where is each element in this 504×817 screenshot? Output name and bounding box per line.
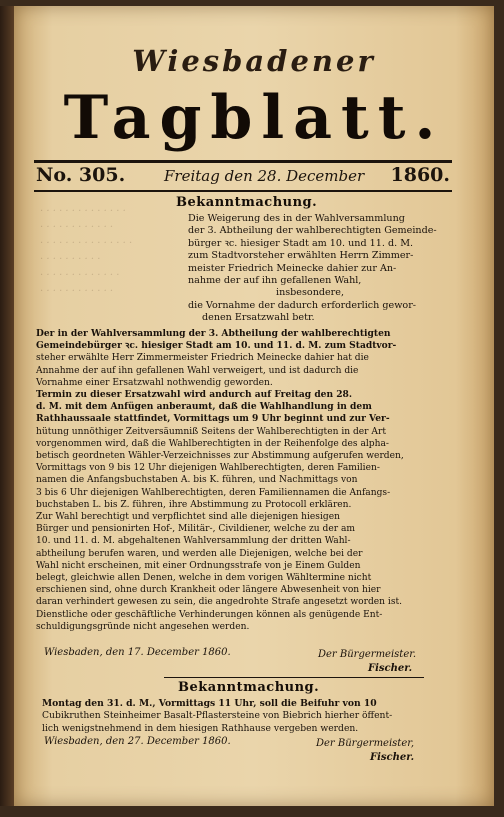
body-line: betisch geordneten Wähler-Verzeichnisses zur Abstimmung aufgerufen werden, <box>36 451 404 462</box>
intro-line: denen Ersatzwahl betr. <box>202 312 315 324</box>
issue-date: Freitag den 28. December <box>164 167 365 185</box>
body-line: Annahme der auf ihn gefallenen Wahl verweigert, und ist dadurch die <box>36 365 359 376</box>
body-line: Bürger und pensionirten Hof-, Militär-, Civildiener, welche zu der am <box>36 524 355 535</box>
issue-year: 1860. <box>390 164 450 186</box>
body-line: abtheilung berufen waren, und werden alle Diejenigen, welche bei der <box>36 548 363 559</box>
book-spine <box>0 6 14 806</box>
notice2-signature-title: Der Bürgermeister, <box>316 738 415 749</box>
body-line: schuldigungsgründe nicht angesehen werden. <box>36 621 250 632</box>
body-line: daran verhindert gewesen zu sein, die angedrohte Strafe angesetzt worden ist. <box>36 597 403 608</box>
body-line: 3 bis 6 Uhr diejenigen Wahlberechtigten, deren Familiennamen die Anfangs- <box>36 487 391 498</box>
notice1-body <box>36 328 404 633</box>
intro-line: insbesondere, <box>276 287 344 299</box>
bleed-through-shadow: · · · · · · · · · · · · · · · · · · · · · · · · · · · · · · · · · · · · · · · · · · · · · · · · · · · · · · · · · · · · · · · · · · · · · · · · · · · · <box>40 206 133 297</box>
masthead-city: Wiesbadener <box>132 44 376 78</box>
issue-line <box>34 164 452 188</box>
body-line: Vornahme einer Ersatzwahl nothwendig geworden. <box>36 377 273 388</box>
masthead-rule-top <box>34 160 452 163</box>
intro-line: bürger ꝛc. hiesiger Stadt am 10. und 11. d. M. <box>188 237 414 249</box>
body-line: Cubikruthen Steinheimer Basalt-Pflastersteine von Biebrich hierher öffent- <box>42 710 393 722</box>
notice1-signature-title: Der Bürgermeister. <box>318 649 417 660</box>
intro-line: der 3. Abtheilung der wahlberechtigten Gemeinde- <box>188 225 437 237</box>
notice1-place-date: Wiesbaden, den 17. December 1860. <box>44 647 231 658</box>
notice2-place-date: Wiesbaden, den 27. December 1860. <box>44 736 231 747</box>
intro-line: Die Weigerung des in der Wahlversammlung <box>188 213 405 224</box>
notice-separator <box>164 677 424 678</box>
newspaper-page <box>14 6 494 806</box>
notice2-body <box>42 698 392 735</box>
body-line: Termin zu dieser Ersatzwahl wird andurch auf Freitag den 28. <box>36 389 353 401</box>
body-line: Dienstliche oder geschäftliche Verhinderungen können als genügende Ent- <box>36 609 383 620</box>
intro-line: zum Stadtvorsteher erwählten Herrn Zimmer- <box>188 250 414 262</box>
intro-line: meister Friedrich Meinecke dahier zur An- <box>188 262 397 274</box>
body-line: lich wenigstnehmend in dem hiesigen Rathhause vergeben werden. <box>42 722 359 734</box>
body-line: vorgenommen wird, daß die Wahlberechtigten in der Reihenfolge des alpha- <box>36 438 389 449</box>
body-line: 10. und 11. d. M. abgehaltenen Wahlversammlung der dritten Wahl- <box>36 536 351 547</box>
body-line: Rathhaussaale stattfindet, Vormittags um 9 Uhr beginnt und zur Ver- <box>36 413 390 425</box>
body-line: buchstaben L. bis Z. führen, ihre Abstimmung zu Protocoll erklären. <box>36 499 352 510</box>
intro-line: nahme der auf ihn gefallenen Wahl, <box>188 275 362 287</box>
notice2-heading: Bekanntmachung. <box>178 680 320 695</box>
body-line: belegt, gleichwie allen Denen, welche in dem vorigen Wähltermine nicht <box>36 573 372 584</box>
body-line: Vormittags von 9 bis 12 Uhr diejenigen Wahlberechtigten, deren Familien- <box>36 463 380 474</box>
body-line: Wahl nicht erscheinen, mit einer Ordnungsstrafe von je Einem Gulden <box>36 560 361 571</box>
notice1-signature-name: Fischer. <box>368 663 413 674</box>
body-line: steher erwählte Herr Zimmermeister Friedrich Meinecke dahier hat die <box>36 353 369 364</box>
notice1-heading: Bekanntmachung. <box>176 195 318 210</box>
body-line: Der in der Wahlversammlung der 3. Abtheilung der wahlberechtigten <box>36 328 391 339</box>
body-line: erschienen sind, ohne durch Krankheit oder längere Abwesenheit von hier <box>36 585 381 596</box>
body-line: Montag den 31. d. M., Vormittags 11 Uhr, soll die Beifuhr von 10 <box>42 698 377 709</box>
notice2-signature-name: Fischer. <box>370 752 415 763</box>
body-line: Zur Wahl berechtigt und verpflichtet sind alle diejenigen hiesigen <box>36 512 340 523</box>
notice1-intro <box>188 213 437 325</box>
body-line: Gemeindebürger ꝛc. hiesiger Stadt am 10. und 11. d. M. zum Stadtvor- <box>36 340 397 352</box>
body-line: hütung unnöthiger Zeitversäumniß Seitens der Wahlberechtigten in der Art <box>36 426 386 437</box>
masthead-title: Tagblatt. <box>63 83 445 153</box>
masthead-rule-bottom <box>34 190 452 192</box>
body-line: d. M. mit dem Anfügen anberaumt, daß die Wahlhandlung in dem <box>36 401 372 413</box>
intro-line: die Vornahme der dadurch erforderlich gewor- <box>188 299 417 311</box>
body-line: namen die Anfangsbuchstaben A. bis K. führen, und Nachmittags von <box>36 475 358 486</box>
issue-number: No. 305. <box>36 164 126 186</box>
